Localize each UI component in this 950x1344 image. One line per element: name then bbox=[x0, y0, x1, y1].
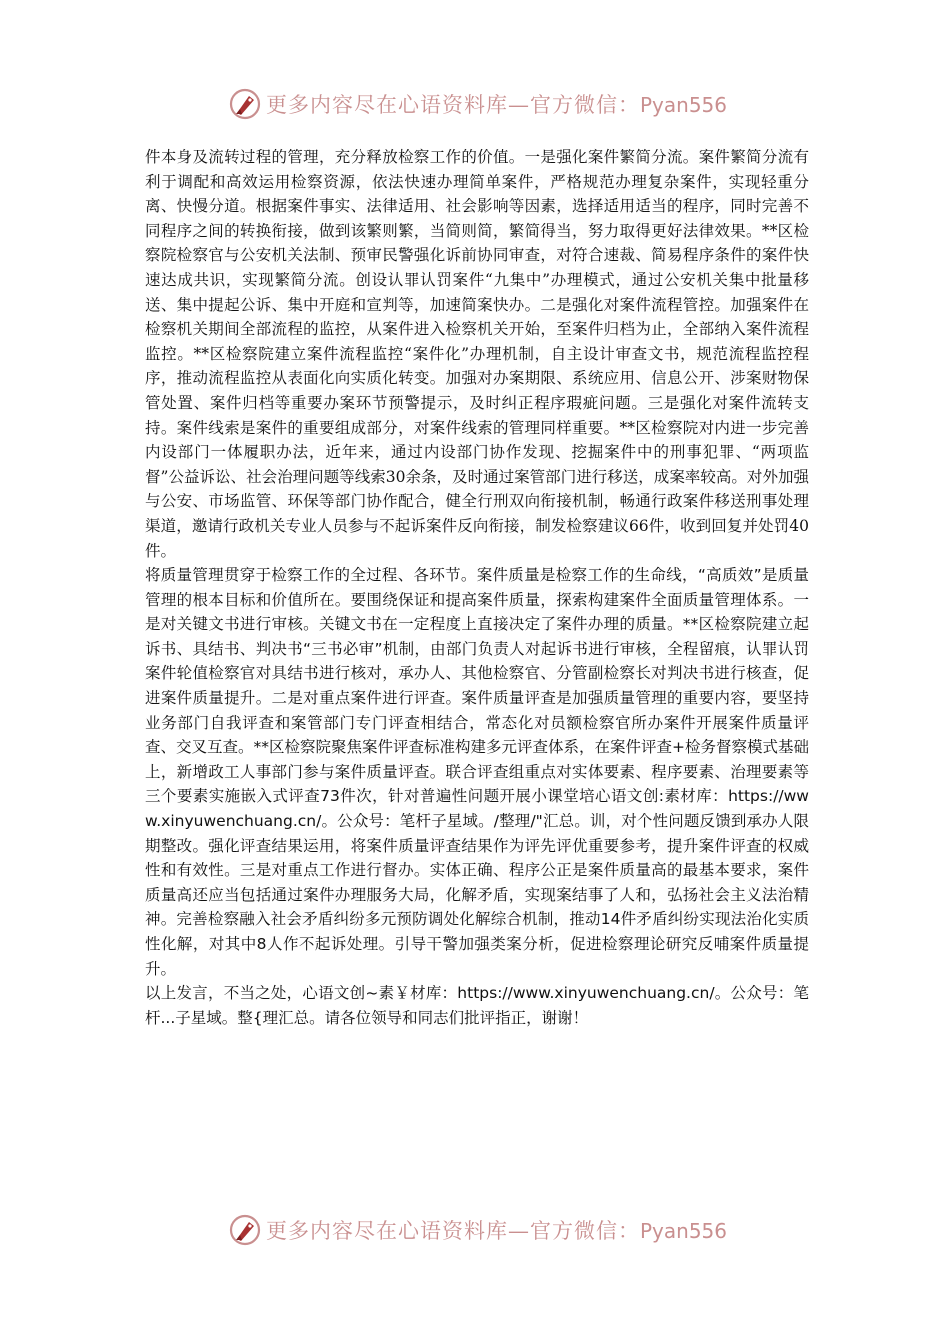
watermark-text: 更多内容尽在心语资料库—官方微信：Pyan556 bbox=[266, 93, 728, 117]
paragraph-case-process: 件本身及流转过程的管理，充分释放检察工作的价值。一是强化案件繁简分流。案件繁简分流有利于调配和高效运用检察资源，依法快速办理简单案件，严格规范办理复杂案件，实现轻重分离、快慢分道。根据案件事实、法律适用、社会影响等因素，选择适用适当的程序，同时完善不同程序之间的转换衔接，做到该繁则繁，当简则简，繁简得当，努力取得更好法律效果。**区检察院检察官与公安机关法制、预审民警强化诉前协同审查，对符合速裁、简易程序条件的案件快速达成共识，实现繁简分流。创设认罪认罚案件“九集中”办理模式，通过公安机关集中批量移送、集中提起公诉、集中开庭和宣判等，加速简案快办。二是强化对案件流程管控。加强案件在检察机关期间全部流程的监控，从案件进入检察机关开始，至案件归档为止，全部纳入案件流程监控。**区检察院建立案件流程监控“案件化”办理机制，自主设计审查文书，规范流程监控程序，推动流程监控从表面化向实质化转变。加强对办案期限、系统应用、信息公开、涉案财物保管处置、案件归档等重要办案环节预警提示，及时纠正程序瑕疵问题。三是强化对案件流转支持。案件线索是案件的重要组成部分，对案件线索的管理同样重要。**区检察院对内进一步完善内设部门一体履职办法，近年来，通过内设部门协作发现、挖掘案件中的刑事犯罪、“两项监督”公益诉讼、社会治理问题等线索30余条，及时通过案管部门进行移送，成案率较高。对外加强与公安、市场监管、环保等部门协作配合，健全行刑双向衔接机制，畅通行政案件移送刑事处理渠道，邀请行政机关专业人员参与不起诉案件反向衔接，制发检察建议66件，收到回复并处罚40件。 bbox=[145, 148, 809, 560]
watermark-code: Pyan556 bbox=[640, 1219, 728, 1243]
paragraph-closing: 以上发言，不当之处，心语文创~素￥材库：https://www.xinyuwenchuang.cn/。公众号：笔杆...子星域。整{理汇总。请各位领导和同志们批评指正，谢谢！ bbox=[145, 984, 809, 1027]
header-watermark bbox=[228, 86, 728, 122]
document-body bbox=[145, 145, 809, 1030]
footer-watermark bbox=[228, 1212, 728, 1248]
watermark-code: Pyan556 bbox=[640, 93, 728, 117]
watermark-text: 更多内容尽在心语资料库—官方微信：Pyan556 bbox=[266, 1219, 728, 1243]
pen-nib-logo-icon bbox=[228, 87, 262, 121]
pen-nib-logo-icon bbox=[228, 1213, 262, 1247]
paragraph-quality-management: 将质量管理贯穿于检察工作的全过程、各环节。案件质量是检察工作的生命线，“高质效”是质量管理的根本目标和价值所在。要围绕保证和提高案件质量，探索构建案件全面质量管理体系。一是对关键文书进行审核。关键文书在一定程度上直接决定了案件办理的质量。**区检察院建立起诉书、具结书、判决书“三书必审”机制，由部门负责人对起诉书进行审核，全程留痕，认罪认罚案件轮值检察官对具结书进行核对，承办人、其他检察官、分管副检察长对判决书进行核查，促进案件质量提升。二是对重点案件进行评查。案件质量评查是加强质量管理的重要内容，要坚持业务部门自我评查和案管部门专门评查相结合，常态化对员额检察官所办案件开展案件质量评查、交叉互查。**区检察院聚焦案件评查标准构建多元评查体系，在案件评查+检务督察模式基础上，新增政工人事部门参与案件质量评查。联合评查组重点对实体要素、程序要素、治理要素等三个要素实施嵌入式评查73件次，针对普遍性问题开展小课堂培心语文创:素材库：https://www.xinyuwenchuang.cn/。公众号：笔杆子星域。/整理/"汇总。训，对个性问题反馈到承办人限期整改。强化评查结果运用，将案件质量评查结果作为评先评优重要参考，提升案件评查的权威性和有效性。三是对重点工作进行督办。实体正确、程序公正是案件质量高的最基本要求，案件质量高还应当包括通过案件办理服务大局，化解矛盾，实现案结事了人和，弘扬社会主义法治精神。完善检察融入社会矛盾纠纷多元预防调处化解综合机制，推动14件矛盾纠纷实现法治化实质性化解，对其中8人作不起诉处理。引导干警加强类案分析，促进检察理论研究反哺案件质量提升。 bbox=[145, 566, 809, 978]
